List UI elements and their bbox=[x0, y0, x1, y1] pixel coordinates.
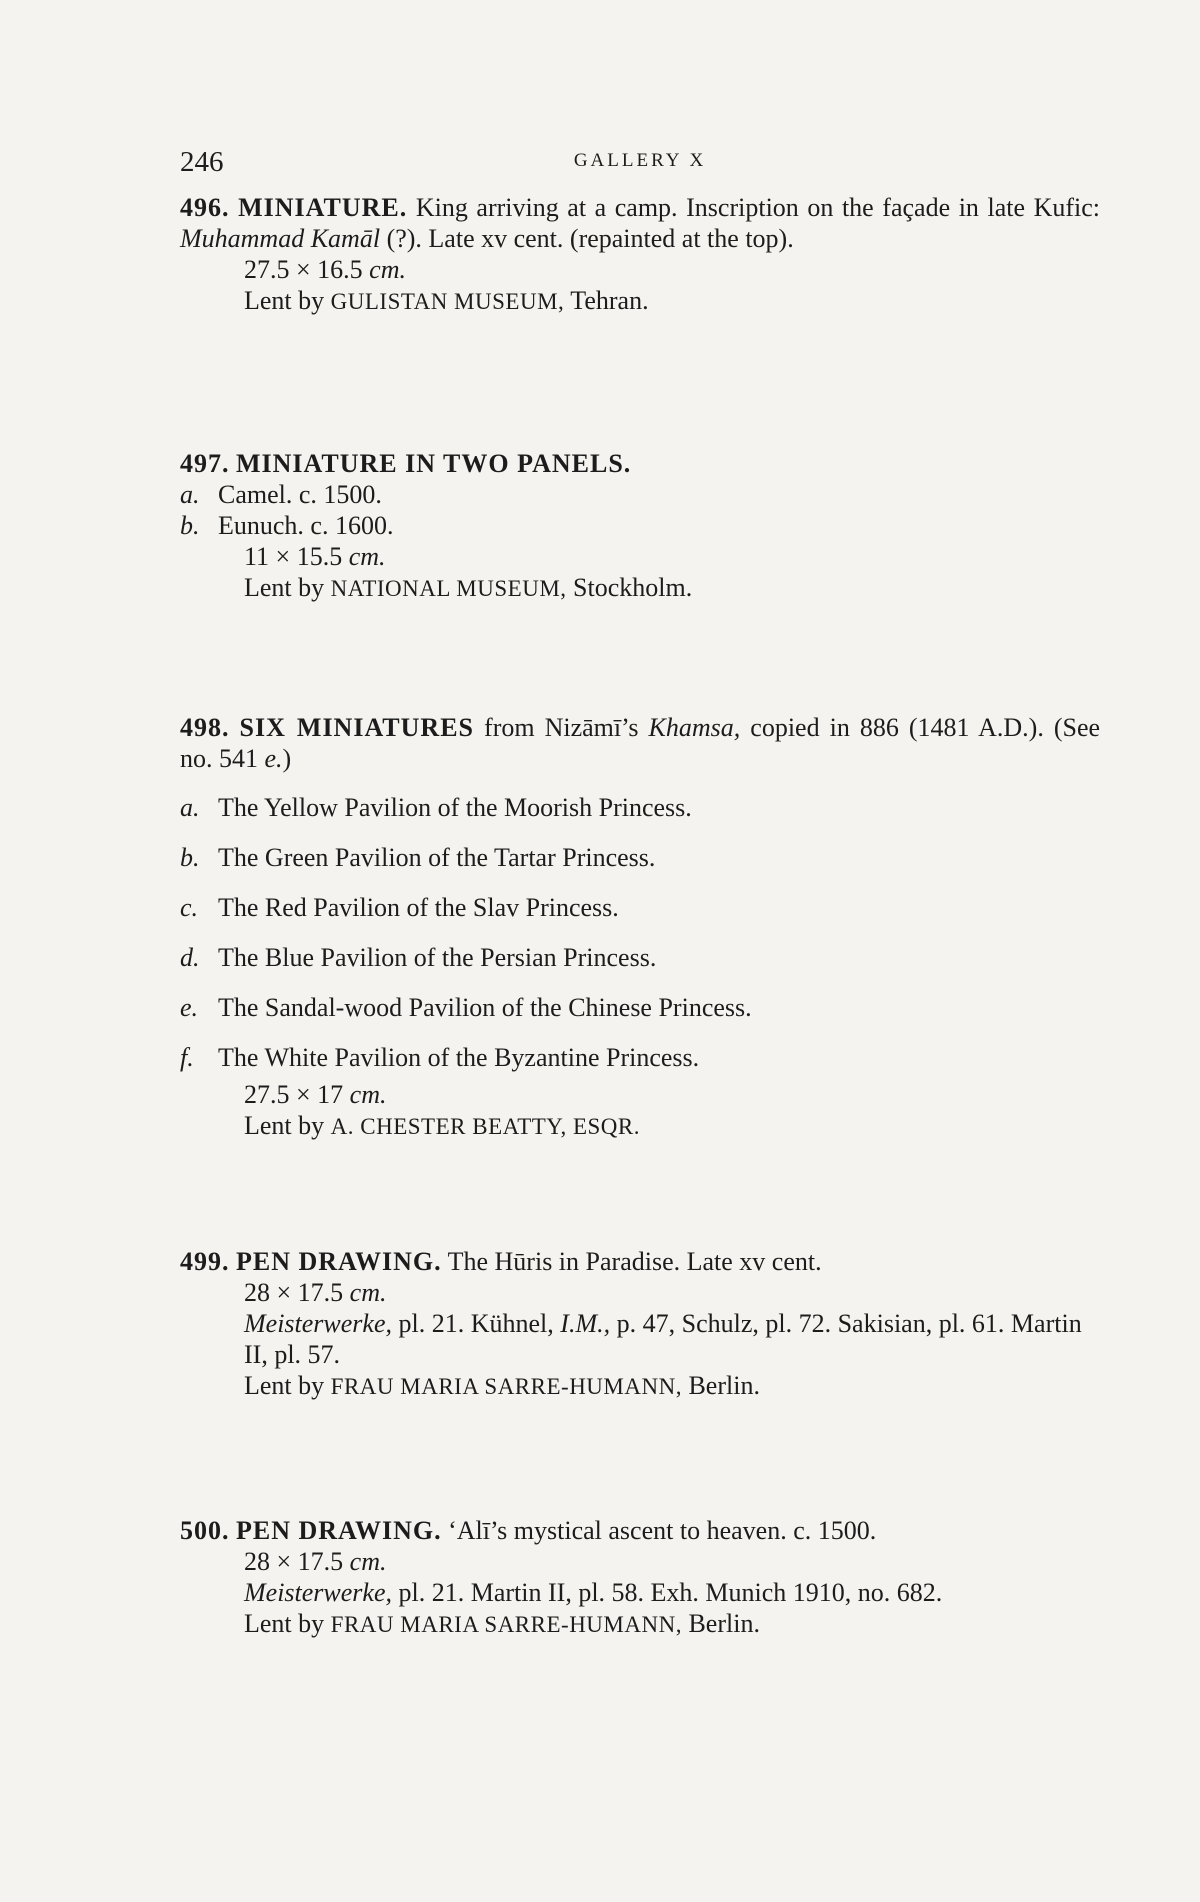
entry-499 bbox=[180, 1246, 1100, 1402]
sub-item bbox=[180, 479, 1100, 510]
dimension-value: 28 × 17.5 bbox=[244, 1547, 344, 1576]
lender-line bbox=[180, 1110, 1100, 1142]
dimensions bbox=[180, 1079, 1100, 1110]
cross-reference: e. bbox=[264, 744, 283, 773]
sub-item-letter: c. bbox=[180, 893, 199, 922]
entry-title: SIX MINIATURES bbox=[239, 713, 474, 742]
closing-paren: ) bbox=[282, 744, 292, 773]
lender-line bbox=[180, 1608, 1100, 1640]
entry-number: 499. bbox=[180, 1247, 230, 1276]
sub-item-text: The Green Pavilion of the Tartar Princess. bbox=[218, 843, 656, 872]
entry-497-heading bbox=[180, 448, 1100, 479]
entry-500 bbox=[180, 1515, 1100, 1640]
sub-item bbox=[180, 892, 1100, 923]
page-header bbox=[180, 146, 1100, 186]
dimension-unit: cm. bbox=[348, 542, 386, 571]
lender-line bbox=[180, 1370, 1100, 1402]
reference-title: I.M., bbox=[560, 1309, 611, 1338]
entry-description: from Nizāmī’s bbox=[484, 713, 639, 742]
entry-number: 500. bbox=[180, 1516, 230, 1545]
dimensions bbox=[180, 254, 1100, 285]
lender-place: Berlin. bbox=[688, 1371, 760, 1400]
lender-place: Stockholm. bbox=[573, 573, 693, 602]
entry-description-cont: copied in 886 (1481 A.D.). (See no. 541 bbox=[180, 713, 1101, 773]
entry-description: ‘Alī’s mystical ascent to heaven. c. 1500. bbox=[448, 1516, 877, 1545]
inscription-name: Muhammad Kamāl bbox=[180, 224, 381, 253]
sub-item-letter: f. bbox=[180, 1043, 194, 1072]
entry-496 bbox=[180, 192, 1100, 317]
sub-item bbox=[180, 510, 1100, 541]
bibliography bbox=[180, 1577, 1100, 1608]
lender-place: Berlin. bbox=[688, 1609, 760, 1638]
dimensions bbox=[180, 541, 1100, 572]
lent-by-label: Lent by bbox=[244, 286, 325, 315]
entry-description: King arriving at a camp. Inscription on the façade in late Kufic: bbox=[415, 193, 1101, 222]
sub-item-text: The Red Pavilion of the Slav Princess. bbox=[218, 893, 619, 922]
running-head: GALLERY X bbox=[573, 150, 707, 171]
reference-title: Meisterwerke, bbox=[244, 1578, 393, 1607]
entry-title: MINIATURE IN TWO PANELS. bbox=[236, 449, 632, 478]
entry-title: PEN DRAWING. bbox=[236, 1516, 442, 1545]
lender-place: Tehran. bbox=[570, 286, 649, 315]
dimension-unit: cm. bbox=[349, 1547, 387, 1576]
sub-item bbox=[180, 792, 1100, 823]
sub-item-list bbox=[180, 792, 1100, 1073]
sub-item-text: The Blue Pavilion of the Persian Princess. bbox=[218, 943, 657, 972]
sub-item-text: The Sandal-wood Pavilion of the Chinese Princess. bbox=[218, 993, 752, 1022]
dimension-value: 28 × 17.5 bbox=[244, 1278, 344, 1307]
sub-item-text: The White Pavilion of the Byzantine Princess. bbox=[218, 1043, 700, 1072]
entry-496-heading bbox=[180, 192, 1100, 254]
sub-item bbox=[180, 1042, 1100, 1073]
entry-499-heading bbox=[180, 1246, 1100, 1277]
reference-title: Meisterwerke, bbox=[244, 1309, 393, 1338]
sub-item-letter: d. bbox=[180, 943, 200, 972]
sub-item-text: Camel. c. 1500. bbox=[218, 480, 382, 509]
entry-number: 497. bbox=[180, 449, 230, 478]
dimension-value: 27.5 × 16.5 bbox=[244, 255, 363, 284]
sub-item bbox=[180, 842, 1100, 873]
sub-item-letter: a. bbox=[180, 480, 200, 509]
dimensions bbox=[180, 1546, 1100, 1577]
entry-498-heading bbox=[180, 712, 1100, 774]
sub-item-text: The Yellow Pavilion of the Moorish Princess. bbox=[218, 793, 692, 822]
entry-number: 498. bbox=[180, 713, 230, 742]
sub-item bbox=[180, 992, 1100, 1023]
dimension-unit: cm. bbox=[349, 1278, 387, 1307]
entry-498 bbox=[180, 712, 1100, 1142]
entry-number: 496. bbox=[180, 193, 230, 222]
entry-497 bbox=[180, 448, 1100, 604]
sub-item-letter: b. bbox=[180, 511, 200, 540]
dimension-unit: cm. bbox=[349, 1080, 387, 1109]
lent-by-label: Lent by bbox=[244, 1371, 325, 1400]
sub-item-letter: b. bbox=[180, 843, 200, 872]
dimension-value: 11 × 15.5 bbox=[244, 542, 343, 571]
lender-name: A. CHESTER BEATTY, ESQR. bbox=[330, 1114, 640, 1139]
lender-name: NATIONAL MUSEUM, bbox=[330, 576, 567, 601]
lender-name: FRAU MARIA SARRE-HUMANN, bbox=[330, 1612, 682, 1637]
lent-by-label: Lent by bbox=[244, 1111, 325, 1140]
dimension-value: 27.5 × 17 bbox=[244, 1080, 344, 1109]
lender-name: GULISTAN MUSEUM, bbox=[330, 289, 565, 314]
dimensions bbox=[180, 1277, 1100, 1308]
sub-item-text: Eunuch. c. 1600. bbox=[218, 511, 394, 540]
bibliography bbox=[180, 1308, 1100, 1370]
lender-line bbox=[180, 285, 1100, 317]
dimension-unit: cm. bbox=[369, 255, 406, 284]
lent-by-label: Lent by bbox=[244, 573, 325, 602]
lender-name: FRAU MARIA SARRE-HUMANN, bbox=[330, 1374, 682, 1399]
entry-description-cont: (?). Late xv cent. (repainted at the top). bbox=[386, 224, 794, 253]
reference-text: p. 47, Schulz, pl. 72. Sakisian, pl. 61. Martin II, pl. 57. bbox=[244, 1309, 1082, 1369]
sub-item bbox=[180, 942, 1100, 973]
entry-title: PEN DRAWING. bbox=[236, 1247, 442, 1276]
sub-item-letter: a. bbox=[180, 793, 200, 822]
entry-description: The Hūris in Paradise. Late xv cent. bbox=[447, 1247, 822, 1276]
entry-500-heading bbox=[180, 1515, 1100, 1546]
reference-text: pl. 21. Kühnel, bbox=[398, 1309, 554, 1338]
entry-title: MINIATURE. bbox=[238, 193, 408, 222]
lender-line bbox=[180, 572, 1100, 604]
sub-item-letter: e. bbox=[180, 993, 199, 1022]
reference-text: pl. 21. Martin II, pl. 58. Exh. Munich 1910, no. 682. bbox=[398, 1578, 943, 1607]
page-number: 246 bbox=[180, 146, 224, 178]
lent-by-label: Lent by bbox=[244, 1609, 325, 1638]
work-title: Khamsa, bbox=[648, 713, 741, 742]
